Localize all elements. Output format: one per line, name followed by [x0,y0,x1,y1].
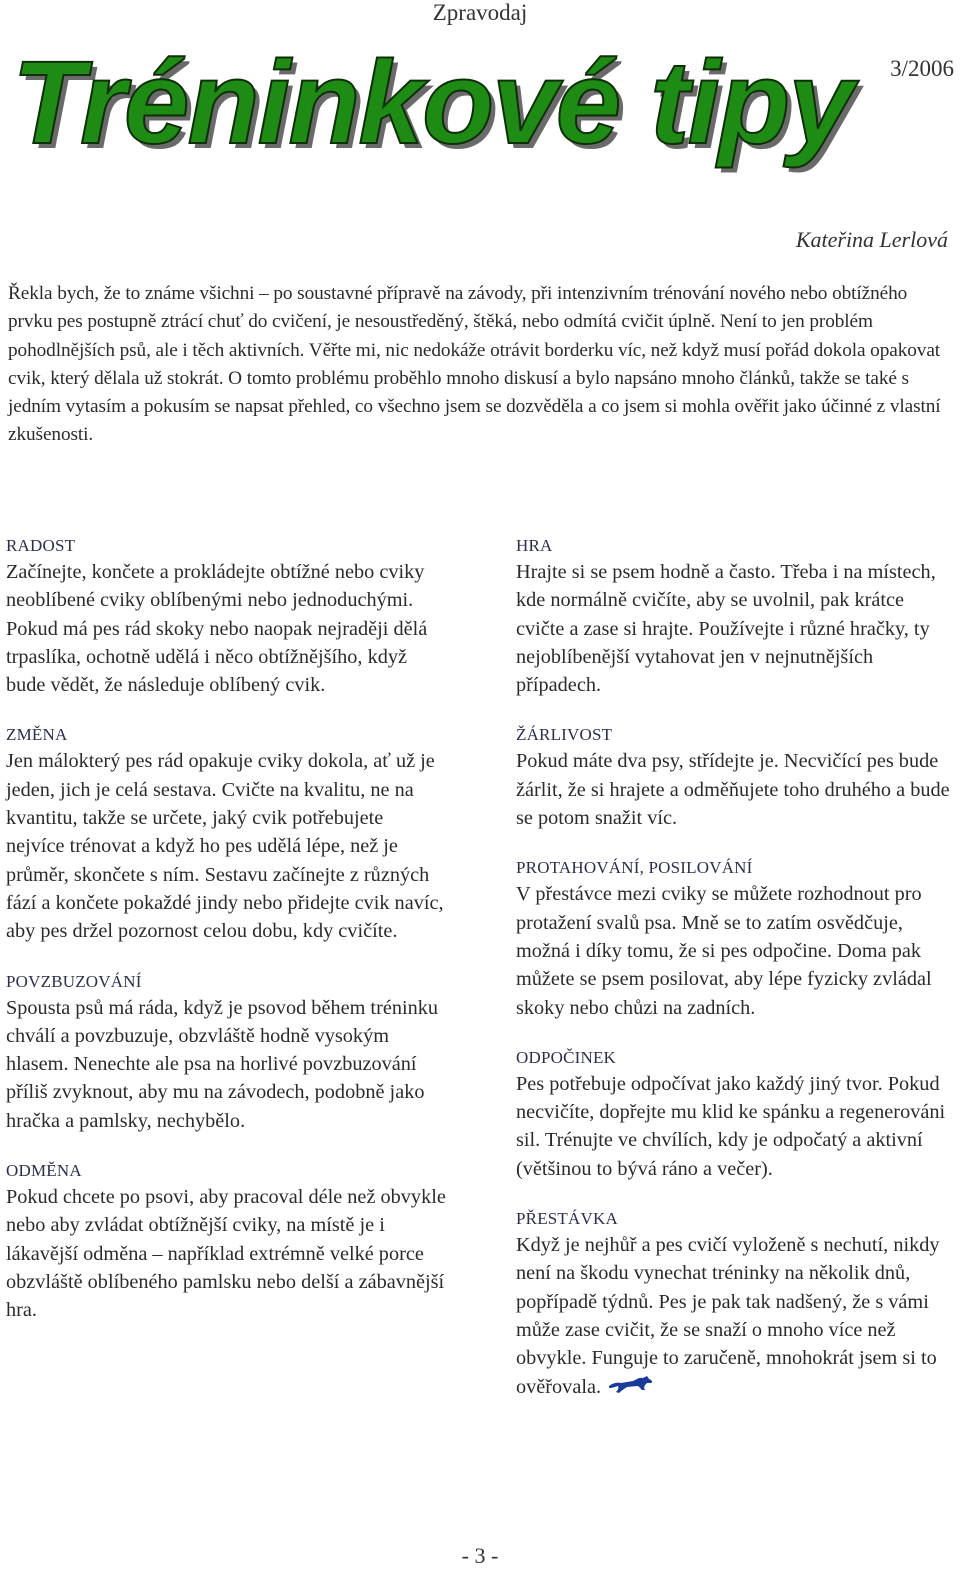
section-heading: ODPOČINEK [516,1047,617,1067]
section-protahovani [516,858,956,1021]
author-name: Kateřina Lerlová [795,227,948,252]
section-text: Začínejte, končete a prokládejte obtížné nebo cviky neoblíbené cviky oblíbenými nebo jednoduchými. Pokud má pes rád skoky nebo naopak nejraději dělá trpaslíka, ochotně udělá i něco obtížnějšího, když bude vědět, že následuje oblíbený cvik. [6,561,428,697]
section-heading: ODMĚNA [6,1161,82,1181]
section-text: Pokud máte dva psy, střídejte je. Necvičící pes bude žárlit, že si hrajete a odměňujete toho druhého a bude se potom snažit víc. [516,750,950,830]
newsletter-name: Zpravodaj [432,0,528,25]
section-heading: POVZBUZOVÁNÍ [6,971,142,991]
section-text: V přestávce mezi cviky se můžete rozhodnout pro protažení svalů psa. Mně se to zatím osvědčuje, možná i díky tomu, že si pes odpočine. Doma pak můžete se psem posilovat, aby lépe fyzicky zvládal skoky nebo chůzi na zadních. [516,883,932,1019]
section-prestavka [516,1209,956,1403]
section-text: Pes potřebuje odpočívat jako každý jiný tvor. Pokud necvičíte, dopřejte mu klid ke spánku a regenerováni sil. Trénujte ve chvílích, kdy je odpočatý a aktivní (většinou to bývá ráno a večer). [516,1072,946,1180]
section-text: Hrajte si se psem hodně a často. Třeba i na místech, kde normálně cvičíte, aby se uvolnil, pak krátce cvičte a zase si hrajte. Používejte i různé hračky, ty nejoblíbenější vytahovat jen v nejnutnějších případech. [516,561,936,697]
page-number: - 3 - [461,1543,499,1568]
section-odmena [6,1161,446,1324]
section-heading: ŽÁRLIVOST [516,725,613,745]
section-text: Spousta psů má ráda, když je psovod během tréninku chválí a povzbuzuje, obzvláště hodně vysokým hlasem. Nenechte ale psa na horlivé povzbuzování příliš zvyknout, aby mu na závodech, podobně jako hračka a pamlsky, nechybělo. [6,996,439,1132]
section-povzbuzovani [6,972,446,1135]
section-text: Pokud chcete po psovi, aby pracoval déle než obvykle nebo aby zvládat obtížnější cviky, na místě je i lákavější odměna – například extrémně velké porce obzvláště oblíbeného pamlsku nebo delší a zábavnější hra. [6,1186,446,1322]
section-odpocinek [516,1048,956,1183]
section-text-content: Když je nejhůř a pes cvičí vyloženě s nechutí, nikdy není na škodu vynechat tréninky na několik dnů, popřípadě týdnů. Pes je pak tak nadšený, že s vámi může zase cvičit, že se snaží o mnoho více než obvykle. Funguje to zaručeně, mnohokrát jsem si to ověřovala. [516,1234,940,1398]
section-hra [516,536,956,699]
running-dog-icon [607,1373,655,1403]
intro-paragraph: Řekla bych, že to známe všichni – po soustavné přípravě na závody, při intenzivním trénování nového nebo obtížného prvku pes postupně ztrácí chuť do cvičení, je nesoustředěný, štěká, nebo odmítá cvičit úplně. Není to jen problém pohodlnějších psů, ale i těch aktivních. Věřte mi, nic nedokáže otrávit borderku víc, než když musí pořád dokola opakovat cvik, který dělala už stokrát. O tomto problému proběhlo mnoho diskusí a bylo napsáno mnoho článků, takže se také s jedním vytasím a pokusím se napsat přehled, co všechno jsem se dozvěděla a co jsem si mohla ověřit jako účinné z vlastní zkušenosti. [8,283,941,446]
section-text [516,1231,956,1403]
section-radost [6,536,446,699]
section-text: Jen málokterý pes rád opakuje cviky dokola, ať už je jeden, jich je celá sestava. Cvičte na kvalitu, ne na kvantitu, takže se určete, jaký cvik potřebujete nejvíce trénovat a když ho pes udělá lépe, než je průměr, skončete s ním. Sestavu začínejte z různých fází a končete pokaždé jindy nebo přidejte cvik navíc, aby pes držel pozornost celou dobu, kdy cvičíte. [6,750,444,943]
section-heading: ZMĚNA [6,725,68,745]
right-column [516,536,956,1429]
left-column [6,536,446,1351]
section-zarlivost [516,725,956,832]
section-heading: RADOST [6,536,76,555]
section-zmena [6,725,446,945]
page-title: Tréninkové tipy [12,37,852,169]
section-heading: HRA [516,536,553,555]
issue-number: 3/2006 [890,56,954,81]
section-heading: PŘESTÁVKA [516,1209,618,1229]
section-heading: PROTAHOVÁNÍ, POSILOVÁNÍ [516,858,753,878]
